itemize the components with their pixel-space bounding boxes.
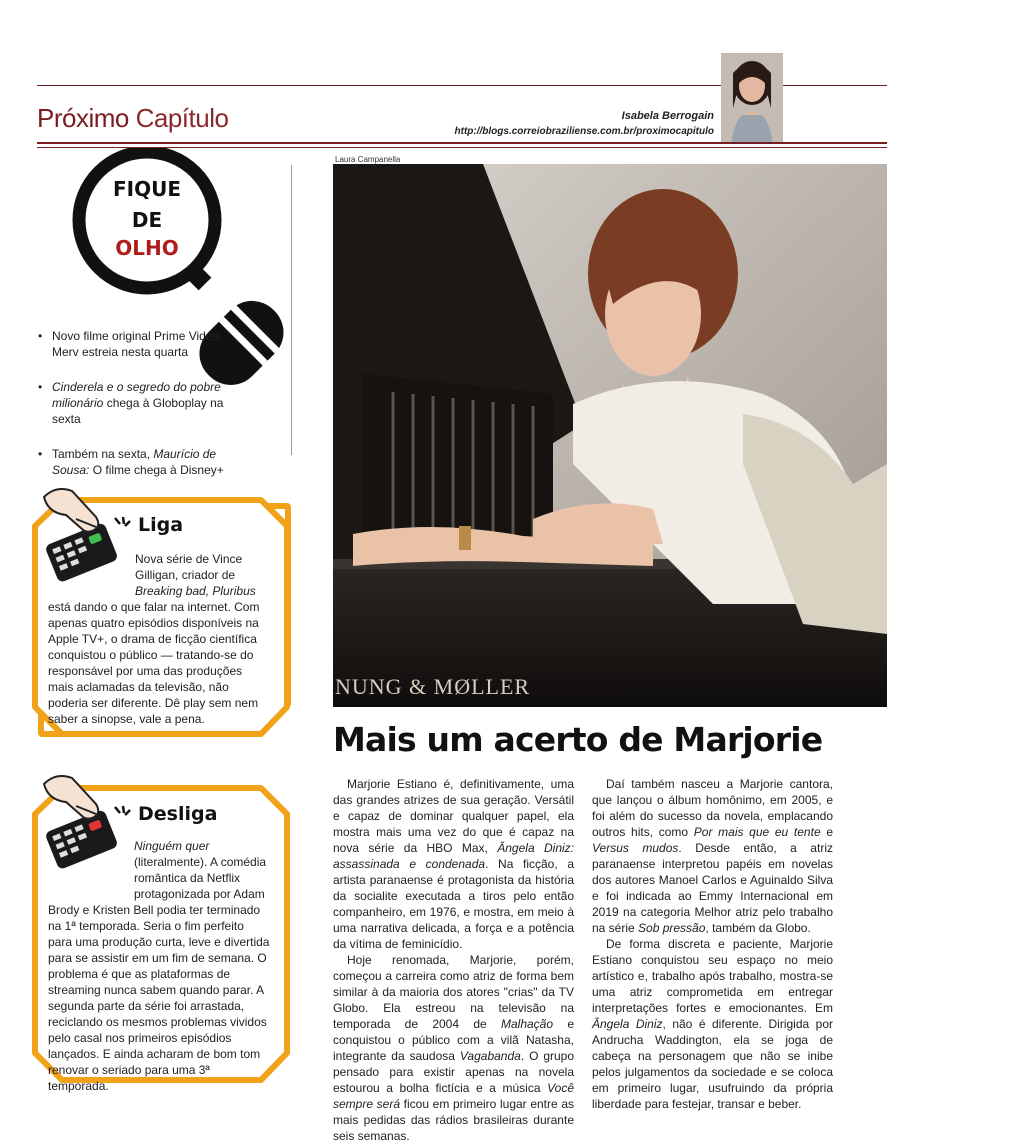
fique-list bbox=[38, 328, 243, 497]
liga-text-a: Nova série de Vince Gilligan, criador de Breaking bad, Pluribus bbox=[135, 552, 256, 598]
section-title-word2: Capítulo bbox=[135, 103, 229, 133]
desliga-title: Desliga bbox=[138, 803, 218, 825]
fique-line1: FIQUE bbox=[112, 177, 182, 201]
fique-item-3: • Também na sexta, Maurício de Sousa: O filme chega à Disney+ bbox=[38, 446, 243, 478]
article-paragraph: Hoje renomada, Marjorie, porém, começou a carreira como atriz de forma bem similar à da maioria dos atores "crias" da TV Globo. Ela estreou na televisão na temporada de 2004 de Malhação e conquistou o público com a vilã Natasha, integrante da saudosa Vagabanda. O grupo pensado para existir apenas na novela estourou a bolha fictícia e a música Você sempre será ficou em primeiro lugar entre as mais pedidas das rádios brasileiras durante seis semanas. bbox=[333, 953, 575, 1143]
piano-brand: NUNG & MØLLER bbox=[335, 674, 531, 699]
article-paragraph: Daí também nasceu a Marjorie cantora, que lançou o álbum homônimo, em 2005, e foi além do sucesso da novela, emplacando outros hits, como Por mais que eu tente e Versus mudos. Desde então, a atriz paranaense interpretou papéis em novelas dos autores Manoel Carlos e Aguinaldo Silva e foi indicada ao Emmy Internacional em 2019 na categoria Melhor atriz pelo trabalho na série Sob pressão, também da Globo. bbox=[592, 777, 833, 935]
article-headline: Mais um acerto de Marjorie bbox=[333, 720, 823, 759]
header-bottom-rule bbox=[37, 142, 887, 144]
fique-line3: OLHO bbox=[115, 236, 179, 260]
article-paragraph: Marjorie Estiano é, definitivamente, uma das grandes atrizes de sua geração. Versátil e capaz de dominar qualquer papel, ela mostra mais uma vez do que é capaz na nova série da HBO Max, Ângela Diniz: assassinada e condenada. Na ficção, a artista paranaense é protagonista da história da socialite executada a tiros pelo então companheiro, em 1976, e mostra, em meio à uma narrativa delicada, a força e a potência da vítima de feminicídio. bbox=[333, 777, 575, 951]
article-paragraph: De forma discreta e paciente, Marjorie Estiano conquistou seu espaço no meio artístico e, trabalho após trabalho, mostra-se uma atriz comprometida em entregar interpretações fortes e emocionantes. Em Ângela Diniz, não é diferente. Dirigida por Andrucha Waddington, ela se joga de cabeça na personagem que não se inibe pelos julgamentos da sociedade e se coloca em primeiro lugar, usufruindo da própria liberdade para festejar, transar e beber. bbox=[592, 937, 833, 1111]
author-url[interactable]: http://blogs.correiobraziliense.com.br/proximocapitulo bbox=[454, 126, 714, 137]
fique-line2: DE bbox=[131, 208, 163, 232]
spark-icon bbox=[112, 515, 132, 535]
article-column-1 bbox=[333, 776, 574, 1144]
author-name: Isabela Berrogain bbox=[621, 110, 714, 122]
desliga-text: Ninguém quer (literalmente). A comédia romântica da Netflix protagonizada por Adam Brody e Kristen Bell podia ter terminado na 1ª temporada. Seria o fim perfeito para uma produção curta, leve e divertida para se assistir em um fim de semana. O problema é que as plataformas de streaming nunca sabem quando parar. A segunda parte da série foi arrastada, reciclando os mesmos problemas vividos pelo casal nos primeiros episódios lançados. E ainda acharam de bom tom renovar o seriado para uma 3ª temporada. bbox=[48, 839, 270, 1093]
section-title bbox=[37, 103, 228, 134]
author-avatar-illustration bbox=[721, 53, 783, 144]
liga-title: Liga bbox=[138, 514, 184, 536]
photo-illustration bbox=[333, 164, 887, 707]
author-avatar bbox=[721, 53, 783, 144]
liga-text-rest: está dando o que falar na internet. Com apenas quatro episódios disponíveis na Apple TV+, o drama de ficção científica conquistou o público — tratando-se do responsável por uma das produções mais aclamadas da televisão, não poderia ser diferente. Dê play sem nem saber a sinopse, vale a pena. bbox=[48, 600, 260, 726]
spark-icon bbox=[112, 804, 132, 824]
fique-item-1: • Novo filme original Prime Video, Merv estreia nesta quarta bbox=[38, 328, 243, 360]
fique-item-2: • Cinderela e o segredo do pobre milionário chega à Globoplay na sexta bbox=[38, 379, 243, 427]
article-column-2 bbox=[592, 776, 833, 1112]
main-photo bbox=[333, 164, 887, 707]
section-title-word1: Próximo bbox=[37, 103, 129, 133]
photo-credit: Laura Campanella bbox=[335, 155, 401, 164]
